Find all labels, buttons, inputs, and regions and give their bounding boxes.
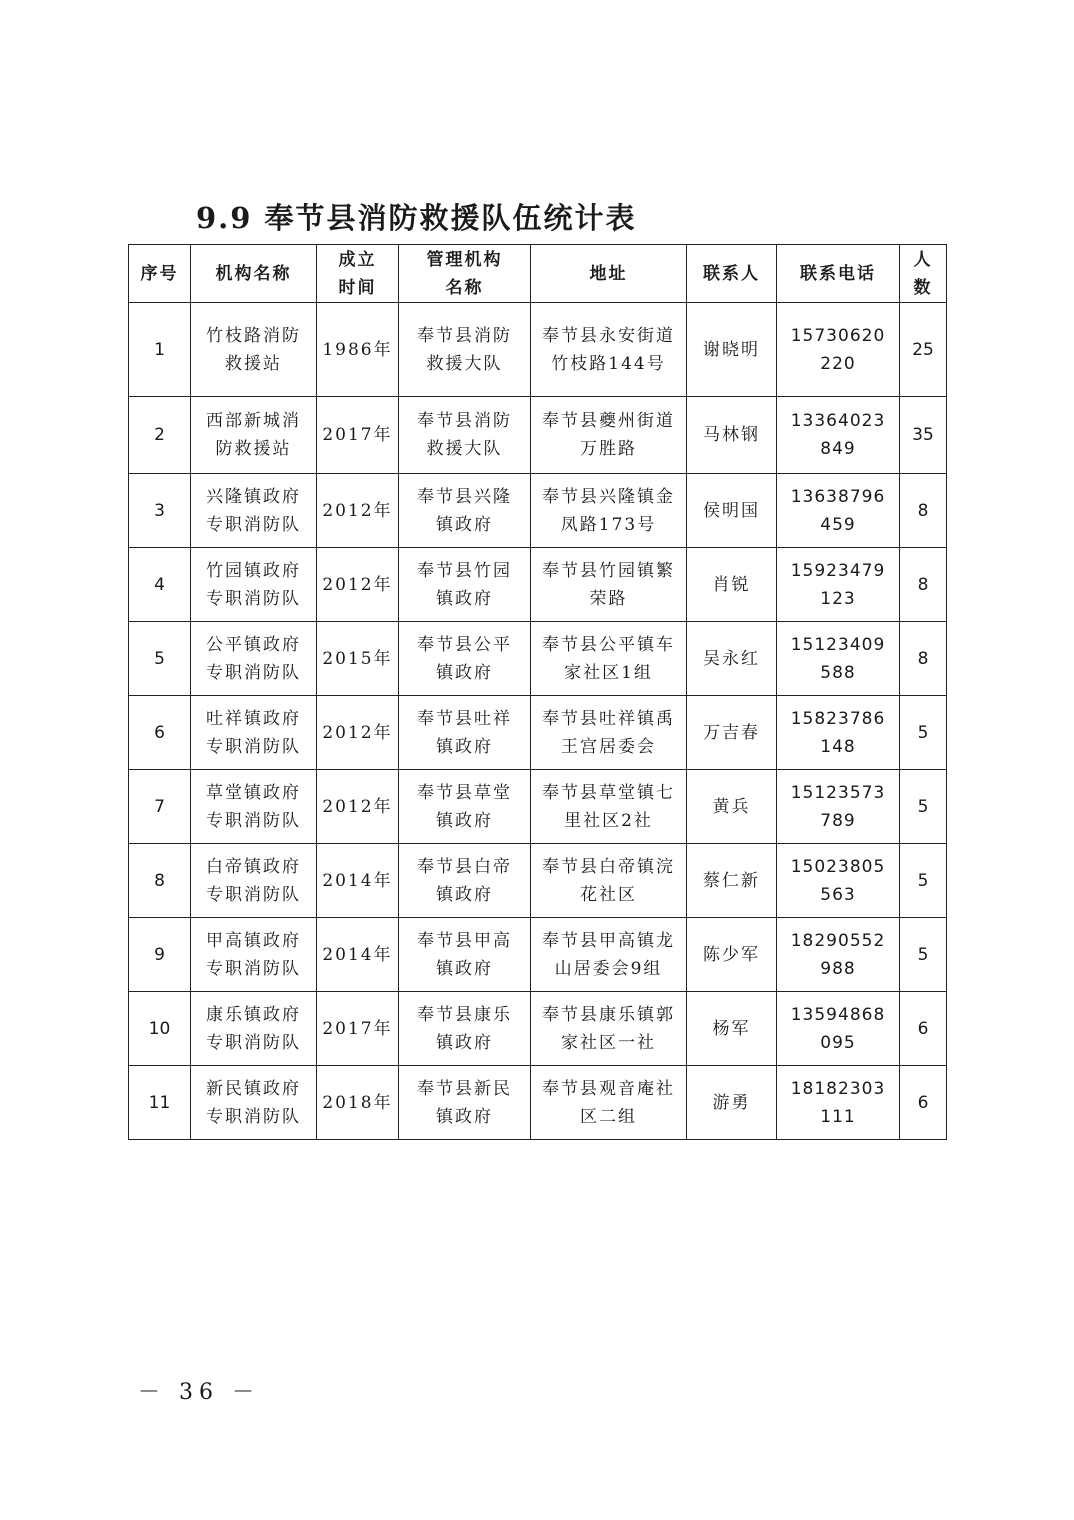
cell-seq-text: 3: [154, 500, 165, 521]
cell-address: [531, 303, 687, 397]
cell-org-text: 草堂镇政府专职消防队: [206, 782, 301, 831]
cell-mgmt: [399, 770, 531, 844]
cell-founded-text: 2017年: [322, 425, 393, 445]
page-number: － 36 －: [138, 1380, 260, 1405]
cell-count: [900, 1066, 947, 1140]
cell-seq-text: 1: [154, 339, 165, 360]
cell-count-text: 8: [917, 648, 929, 669]
cell-founded-text: 2012年: [322, 500, 393, 521]
cell-org: [191, 474, 317, 548]
cell-org: [191, 696, 317, 770]
cell-org-text: 西部新城消防救援站: [206, 411, 301, 459]
cell-phone-text: 13638796459: [790, 486, 886, 535]
cell-seq: [129, 548, 191, 622]
cell-founded: [317, 397, 399, 474]
cell-mgmt-text: 奉节县甲高镇政府: [417, 930, 512, 979]
cell-mgmt-text: 奉节县公平镇政府: [417, 634, 512, 683]
cell-org-text: 公平镇政府专职消防队: [206, 634, 301, 683]
cell-phone-text: 13594868095: [790, 1004, 886, 1053]
cell-phone: [777, 992, 900, 1066]
cell-seq-text: 10: [148, 1018, 171, 1039]
cell-org-text: 康乐镇政府专职消防队: [206, 1004, 301, 1053]
cell-phone-text: 15730620220: [790, 325, 886, 374]
header-address: 地址: [531, 245, 687, 303]
cell-founded-text: 2012年: [322, 796, 393, 817]
cell-phone: [777, 474, 900, 548]
header-mgmt: [399, 245, 531, 303]
cell-count-text: 5: [917, 722, 929, 743]
cell-contact-text: 蔡仁新: [703, 870, 760, 891]
cell-contact-text: 游勇: [712, 1092, 751, 1113]
cell-founded: [317, 770, 399, 844]
header-seq: 序号: [129, 245, 191, 303]
cell-seq: [129, 918, 191, 992]
cell-count: [900, 474, 947, 548]
cell-seq: [129, 844, 191, 918]
cell-contact: [687, 992, 777, 1066]
cell-founded-text: 2014年: [322, 870, 393, 891]
cell-founded-text: 2014年: [322, 944, 393, 965]
cell-contact-text: 万吉春: [703, 722, 760, 743]
cell-phone: [777, 303, 900, 397]
cell-phone-text: 15123409588: [790, 634, 886, 683]
cell-founded: [317, 303, 399, 397]
cell-org-text: 竹枝路消防救援站: [206, 325, 301, 374]
cell-contact-text: 杨军: [712, 1018, 751, 1039]
cell-phone: [777, 1066, 900, 1140]
cell-count: [900, 770, 947, 844]
cell-founded-text: 2012年: [322, 574, 393, 595]
header-phone: 联系电话: [777, 245, 900, 303]
table-header-row: [129, 245, 947, 303]
header-mgmt-line1: 管理机构: [426, 249, 503, 270]
cell-org: [191, 548, 317, 622]
cell-count-text: 6: [917, 1092, 929, 1113]
table-row: [129, 303, 947, 397]
cell-contact: [687, 1066, 777, 1140]
cell-founded-text: 2012年: [322, 722, 393, 743]
cell-contact-text: 吴永红: [703, 648, 760, 669]
page-title: 9.9 奉节县消防救援队伍统计表: [196, 201, 637, 235]
cell-phone: [777, 397, 900, 474]
cell-count-text: 5: [917, 944, 929, 965]
cell-seq-text: 7: [154, 796, 165, 817]
cell-count: [900, 303, 947, 397]
cell-phone: [777, 622, 900, 696]
cell-org-text: 甲高镇政府专职消防队: [206, 930, 301, 979]
cell-seq: [129, 770, 191, 844]
cell-mgmt-text: 奉节县吐祥镇政府: [417, 708, 512, 757]
cell-mgmt: [399, 1066, 531, 1140]
cell-address: [531, 918, 687, 992]
cell-mgmt-text: 奉节县兴隆镇政府: [417, 486, 512, 535]
cell-seq-text: 5: [154, 648, 165, 669]
cell-founded-text: 2015年: [322, 648, 393, 669]
cell-phone-text: 15923479123: [790, 560, 886, 609]
cell-mgmt-text: 奉节县新民镇政府: [417, 1078, 512, 1127]
header-org: 机构名称: [191, 245, 317, 303]
cell-phone-text: 15823786148: [790, 708, 886, 757]
header-count-line2: 数: [913, 277, 933, 298]
cell-org: [191, 397, 317, 474]
cell-org-text: 新民镇政府专职消防队: [206, 1078, 301, 1127]
cell-contact: [687, 918, 777, 992]
cell-seq-text: 11: [148, 1092, 171, 1113]
cell-phone: [777, 844, 900, 918]
cell-seq: [129, 474, 191, 548]
cell-contact-text: 肖锐: [712, 574, 751, 595]
cell-count-text: 5: [917, 870, 929, 891]
cell-mgmt: [399, 474, 531, 548]
cell-mgmt: [399, 548, 531, 622]
cell-org-text: 吐祥镇政府专职消防队: [206, 708, 301, 757]
cell-address-text: 奉节县白帝镇浣花社区: [542, 856, 675, 905]
cell-contact-text: 黄兵: [712, 796, 751, 817]
cell-address: [531, 992, 687, 1066]
header-founded-line1: 成立: [338, 249, 377, 270]
cell-mgmt: [399, 622, 531, 696]
cell-seq: [129, 1066, 191, 1140]
cell-address-text: 奉节县夔州街道万胜路: [542, 411, 675, 459]
cell-founded: [317, 918, 399, 992]
cell-address-text: 奉节县康乐镇郭家社区一社: [542, 1004, 675, 1053]
cell-address: [531, 1066, 687, 1140]
cell-address-text: 奉节县观音庵社区二组: [542, 1078, 675, 1127]
table-body: [129, 303, 947, 1140]
cell-org: [191, 622, 317, 696]
cell-count-text: 35: [912, 425, 934, 445]
cell-founded: [317, 548, 399, 622]
cell-count: [900, 918, 947, 992]
cell-seq-text: 9: [154, 944, 165, 965]
cell-count: [900, 397, 947, 474]
header-contact: 联系人: [687, 245, 777, 303]
cell-org: [191, 844, 317, 918]
cell-count: [900, 844, 947, 918]
cell-mgmt: [399, 303, 531, 397]
cell-founded: [317, 622, 399, 696]
cell-seq: [129, 992, 191, 1066]
cell-address: [531, 474, 687, 548]
cell-contact: [687, 696, 777, 770]
cell-contact: [687, 548, 777, 622]
cell-phone-text: 18182303111: [790, 1078, 886, 1127]
table-row: [129, 918, 947, 992]
cell-founded: [317, 844, 399, 918]
cell-contact-text: 谢晓明: [703, 339, 760, 360]
cell-address-text: 奉节县吐祥镇禹王宫居委会: [542, 708, 675, 757]
cell-address-text: 奉节县永安街道竹枝路144号: [542, 325, 675, 374]
header-founded: [317, 245, 399, 303]
cell-mgmt: [399, 397, 531, 474]
cell-founded-text: 1986年: [322, 339, 393, 360]
header-founded-line2: 时间: [338, 277, 377, 298]
cell-mgmt: [399, 918, 531, 992]
cell-address-text: 奉节县公平镇车家社区1组: [542, 634, 675, 683]
table-row: [129, 844, 947, 918]
cell-org-text: 竹园镇政府专职消防队: [206, 560, 301, 609]
cell-count-text: 25: [912, 339, 934, 360]
cell-count-text: 8: [917, 574, 929, 595]
cell-phone-text: 15123573789: [790, 782, 886, 831]
cell-address: [531, 397, 687, 474]
cell-contact: [687, 622, 777, 696]
cell-contact: [687, 770, 777, 844]
cell-mgmt: [399, 992, 531, 1066]
cell-count-text: 5: [917, 796, 929, 817]
cell-founded: [317, 474, 399, 548]
fire-rescue-team-table: [128, 244, 947, 1140]
cell-seq: [129, 696, 191, 770]
cell-founded: [317, 696, 399, 770]
cell-address-text: 奉节县草堂镇七里社区2社: [542, 782, 675, 831]
cell-count: [900, 696, 947, 770]
cell-contact-text: 马林钢: [703, 425, 760, 445]
cell-address-text: 奉节县竹园镇繁荣路: [542, 560, 675, 609]
cell-mgmt: [399, 696, 531, 770]
table-row: [129, 770, 947, 844]
cell-org: [191, 992, 317, 1066]
cell-contact: [687, 844, 777, 918]
cell-org: [191, 303, 317, 397]
cell-phone-text: 18290552988: [790, 930, 886, 979]
table-row: [129, 992, 947, 1066]
cell-seq-text: 4: [154, 574, 165, 595]
cell-founded-text: 2017年: [322, 1018, 393, 1039]
cell-mgmt-text: 奉节县消防救援大队: [417, 411, 512, 459]
cell-org: [191, 770, 317, 844]
cell-seq: [129, 622, 191, 696]
cell-founded: [317, 992, 399, 1066]
table-row: [129, 622, 947, 696]
cell-phone: [777, 918, 900, 992]
cell-count-text: 6: [917, 1018, 929, 1039]
cell-address-text: 奉节县甲高镇龙山居委会9组: [542, 930, 675, 979]
cell-org: [191, 918, 317, 992]
cell-seq: [129, 303, 191, 397]
cell-mgmt-text: 奉节县草堂镇政府: [417, 782, 512, 831]
cell-seq-text: 6: [154, 722, 165, 743]
cell-seq-text: 8: [154, 870, 165, 891]
cell-count: [900, 622, 947, 696]
cell-address: [531, 548, 687, 622]
cell-address: [531, 770, 687, 844]
table-row: [129, 548, 947, 622]
table-row: [129, 474, 947, 548]
cell-count: [900, 992, 947, 1066]
cell-mgmt-text: 奉节县康乐镇政府: [417, 1004, 512, 1053]
cell-seq: [129, 397, 191, 474]
table-row: [129, 1066, 947, 1140]
cell-count-text: 8: [917, 500, 929, 521]
cell-contact: [687, 397, 777, 474]
cell-founded-text: 2018年: [322, 1092, 393, 1113]
cell-org: [191, 1066, 317, 1140]
cell-address-text: 奉节县兴隆镇金凤路173号: [542, 486, 675, 535]
cell-address: [531, 844, 687, 918]
cell-phone: [777, 548, 900, 622]
cell-mgmt-text: 奉节县消防救援大队: [417, 325, 512, 374]
cell-founded: [317, 1066, 399, 1140]
cell-contact: [687, 474, 777, 548]
cell-address: [531, 696, 687, 770]
cell-seq-text: 2: [154, 425, 165, 445]
header-mgmt-line2: 名称: [445, 277, 484, 298]
cell-count: [900, 548, 947, 622]
cell-mgmt-text: 奉节县白帝镇政府: [417, 856, 512, 905]
cell-address: [531, 622, 687, 696]
cell-contact-text: 陈少军: [703, 944, 760, 965]
cell-org-text: 兴隆镇政府专职消防队: [206, 486, 301, 535]
cell-contact-text: 侯明国: [703, 500, 760, 521]
table-row: [129, 696, 947, 770]
table-row: [129, 397, 947, 474]
cell-phone: [777, 770, 900, 844]
header-count-line1: 人: [913, 249, 933, 270]
cell-phone-text: 13364023849: [790, 411, 886, 459]
cell-contact: [687, 303, 777, 397]
cell-mgmt: [399, 844, 531, 918]
cell-org-text: 白帝镇政府专职消防队: [206, 856, 301, 905]
header-count: [900, 245, 947, 303]
cell-phone-text: 15023805563: [790, 856, 886, 905]
cell-mgmt-text: 奉节县竹园镇政府: [417, 560, 512, 609]
cell-phone: [777, 696, 900, 770]
